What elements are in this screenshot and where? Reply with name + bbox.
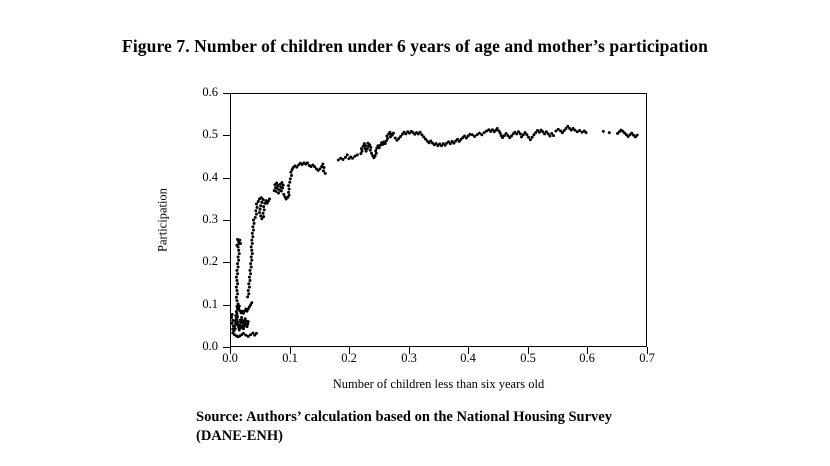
data-point	[249, 262, 252, 265]
data-point	[236, 272, 239, 275]
data-point	[280, 190, 283, 193]
data-point	[262, 198, 265, 201]
data-point	[257, 200, 260, 203]
data-point	[365, 150, 368, 153]
data-point	[250, 266, 253, 269]
data-point	[250, 259, 253, 262]
data-point	[236, 282, 239, 285]
data-point	[236, 292, 239, 295]
y-tick-mark	[223, 135, 230, 136]
y-tick-label: 0.0	[202, 339, 218, 353]
y-tick-label: 0.3	[202, 212, 218, 226]
data-point	[360, 147, 363, 150]
source-note-line2: (DANE-ENH)	[196, 428, 283, 444]
data-point	[235, 296, 238, 299]
plot-area	[230, 93, 647, 347]
data-point	[280, 181, 283, 184]
data-point	[235, 286, 238, 289]
data-point	[240, 316, 243, 319]
data-point	[236, 238, 239, 241]
data-point	[250, 239, 253, 242]
y-tick-mark	[223, 305, 230, 306]
data-point	[235, 310, 238, 313]
data-point	[250, 256, 253, 259]
data-point	[344, 156, 347, 159]
data-point	[238, 305, 241, 308]
data-point	[237, 321, 240, 324]
data-point	[529, 138, 532, 141]
figure-title: Figure 7. Number of children under 6 years of age and mother’s participation	[122, 36, 708, 56]
y-tick-mark	[223, 93, 230, 94]
y-tick-label: 0.1	[202, 297, 218, 311]
data-point	[262, 205, 265, 208]
data-point	[480, 133, 483, 136]
data-point	[268, 197, 271, 200]
data-point	[248, 276, 251, 279]
data-point	[251, 225, 254, 228]
data-point	[392, 132, 395, 135]
data-point	[356, 153, 359, 156]
data-point	[252, 219, 255, 222]
data-point	[250, 249, 253, 252]
data-point	[249, 272, 252, 275]
data-point	[233, 324, 236, 327]
data-point	[277, 192, 280, 195]
data-point	[288, 181, 291, 184]
data-point	[247, 320, 250, 323]
data-point	[369, 149, 372, 152]
data-point	[548, 134, 551, 137]
x-tick-label: 0.2	[341, 351, 357, 365]
data-point	[531, 136, 534, 139]
data-point	[419, 131, 422, 134]
data-point	[288, 194, 291, 197]
data-point	[249, 269, 252, 272]
data-point	[236, 315, 239, 318]
x-tick-label: 0.1	[282, 351, 298, 365]
data-point	[250, 245, 253, 248]
data-point	[250, 301, 253, 304]
data-point	[246, 325, 249, 328]
data-point	[249, 279, 252, 282]
data-point	[364, 144, 367, 147]
data-point	[374, 149, 377, 152]
data-point	[254, 216, 257, 219]
data-point	[251, 235, 254, 238]
data-point	[237, 266, 240, 269]
y-tick-label: 0.2	[202, 254, 218, 268]
data-point	[259, 214, 262, 217]
data-point	[247, 282, 250, 285]
data-point	[322, 169, 325, 172]
data-point	[281, 187, 284, 190]
data-point	[235, 244, 238, 247]
data-point	[288, 187, 291, 190]
y-axis-label: Participation	[155, 188, 170, 252]
data-point	[527, 136, 530, 139]
data-point	[384, 142, 387, 145]
data-point	[263, 208, 266, 211]
data-point	[236, 262, 239, 265]
y-tick-label: 0.5	[202, 127, 218, 141]
data-point	[496, 127, 499, 130]
data-point	[255, 332, 258, 335]
y-tick-label: 0.4	[202, 170, 218, 184]
data-point	[287, 191, 290, 194]
data-point	[255, 203, 258, 206]
data-point	[231, 322, 234, 325]
data-point	[259, 204, 262, 207]
data-point	[636, 134, 639, 137]
x-tick-label: 0.0	[222, 351, 238, 365]
data-point	[346, 153, 349, 156]
data-point	[235, 299, 238, 302]
data-point	[287, 184, 290, 187]
data-point	[239, 242, 242, 245]
data-point	[256, 206, 259, 209]
data-point	[242, 327, 245, 330]
data-point	[262, 215, 265, 218]
y-tick-mark	[223, 220, 230, 221]
data-point	[323, 166, 326, 169]
x-tick-label: 0.6	[579, 351, 595, 365]
data-point	[608, 131, 611, 134]
x-tick-label: 0.3	[401, 351, 417, 365]
source-note-line1: Source: Authors’ calculation based on the National Housing Survey	[196, 409, 612, 425]
data-point	[247, 292, 250, 295]
data-point	[248, 286, 251, 289]
y-tick-label: 0.6	[202, 85, 218, 99]
data-point	[282, 184, 285, 187]
data-point	[238, 252, 241, 255]
data-point	[251, 232, 254, 235]
x-tick-label: 0.7	[639, 351, 655, 365]
data-point	[351, 157, 354, 160]
data-point	[369, 146, 372, 149]
data-point	[585, 131, 588, 134]
y-tick-mark	[223, 178, 230, 179]
data-point	[552, 134, 555, 137]
scatter-points-svg	[231, 94, 646, 346]
data-point	[378, 146, 381, 149]
data-point	[251, 242, 254, 245]
data-point	[235, 318, 238, 321]
data-point	[275, 182, 278, 185]
data-point	[262, 212, 265, 215]
x-tick-label: 0.5	[520, 351, 536, 365]
y-tick-mark	[223, 347, 230, 348]
data-point	[386, 137, 389, 140]
data-point	[235, 269, 238, 272]
data-point	[246, 295, 249, 298]
data-point	[231, 313, 234, 316]
data-point	[375, 152, 378, 155]
data-point	[246, 323, 249, 326]
data-point	[237, 249, 240, 252]
data-point	[255, 213, 258, 216]
data-point	[361, 150, 364, 153]
data-point	[252, 229, 255, 232]
data-point	[254, 209, 257, 212]
y-tick-mark	[223, 262, 230, 263]
data-point	[290, 174, 293, 177]
data-point	[525, 133, 528, 136]
data-point	[519, 132, 522, 135]
data-point	[234, 327, 237, 330]
data-point	[324, 172, 327, 175]
data-point	[235, 276, 238, 279]
data-point	[260, 201, 263, 204]
data-point	[321, 163, 324, 166]
data-point	[231, 316, 233, 319]
data-point	[253, 222, 256, 225]
data-point	[235, 289, 238, 292]
data-point	[258, 211, 261, 214]
data-point	[602, 130, 605, 133]
data-point	[237, 259, 240, 262]
data-point	[237, 256, 240, 259]
data-point	[235, 279, 238, 282]
data-point	[306, 161, 309, 164]
data-point	[259, 208, 262, 211]
data-point	[368, 143, 371, 146]
x-tick-label: 0.4	[460, 351, 476, 365]
data-point	[251, 252, 254, 255]
source-note	[196, 408, 676, 446]
x-axis-label: Number of children less than six years old	[332, 377, 545, 391]
data-point	[247, 289, 250, 292]
data-point	[342, 158, 345, 161]
data-point	[289, 177, 292, 180]
